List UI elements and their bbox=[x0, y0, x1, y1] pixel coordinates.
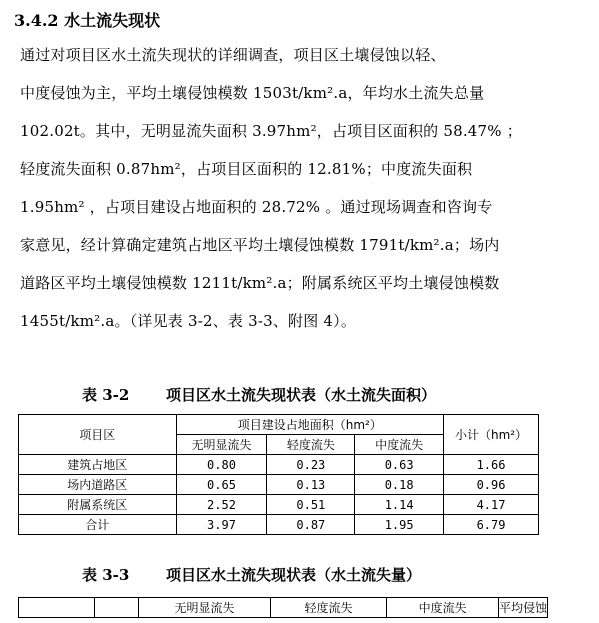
paragraph-line: 102.02t。其中，无明显流失面积 3.97hm²，占项目区面积的 58.47% ； bbox=[20, 122, 522, 140]
cell: 3.97 bbox=[176, 515, 267, 535]
table1-caption-number: 表 3-2 bbox=[82, 386, 130, 404]
row-name: 建筑占地区 bbox=[19, 455, 177, 475]
paragraph-line: 中度侵蚀为主，平均土壤侵蚀模数 1503t/km².a，年均水土流失总量 bbox=[20, 84, 485, 102]
sub-header: 轻度流失 bbox=[267, 435, 355, 455]
table-row bbox=[19, 495, 539, 515]
table-row bbox=[19, 475, 539, 495]
paragraph-line: 轻度流失面积 0.87hm²，占项目区面积的 12.81%；中度流失面积 bbox=[20, 160, 473, 178]
cell: 6.79 bbox=[444, 515, 539, 535]
paragraph-line: 家意见，经计算确定建筑占地区平均土壤侵蚀模数 1791t/km².a；场内 bbox=[20, 236, 500, 254]
sub-header: 中度流失 bbox=[387, 598, 499, 618]
table2-caption bbox=[0, 564, 599, 584]
table-row bbox=[19, 455, 539, 475]
cell: 0.65 bbox=[176, 475, 267, 495]
cell: 2.52 bbox=[176, 495, 267, 515]
table2-caption-title: 项目区水土流失现状表（水土流失量） bbox=[166, 566, 422, 584]
col-group-header: 项目建设占地面积（hm²） bbox=[176, 415, 444, 435]
table-3-2 bbox=[18, 414, 539, 535]
cell: 0.18 bbox=[355, 475, 444, 495]
empty-cell bbox=[19, 598, 95, 618]
sub-header: 中度流失 bbox=[355, 435, 444, 455]
paragraph-line: 1455t/km².a。（详见表 3-2、表 3-3、附图 4）。 bbox=[20, 312, 357, 330]
cell: 1.14 bbox=[355, 495, 444, 515]
col-header-total: 小计（hm²） bbox=[444, 415, 539, 455]
cell: 0.23 bbox=[267, 455, 355, 475]
table1-caption bbox=[0, 384, 599, 404]
empty-cell bbox=[94, 598, 139, 618]
cell: 0.87 bbox=[267, 515, 355, 535]
cell: 0.96 bbox=[444, 475, 539, 495]
cell: 1.66 bbox=[444, 455, 539, 475]
paragraph-line: 1.95hm² ，占项目建设占地面积的 28.72% 。通过现场调查和咨询专 bbox=[20, 198, 493, 216]
section-heading: 3.4.2 水土流失现状 bbox=[14, 11, 161, 30]
table2-caption-number: 表 3-3 bbox=[82, 566, 130, 584]
table-3-3 bbox=[18, 597, 548, 618]
cell: 0.51 bbox=[267, 495, 355, 515]
row-name: 场内道路区 bbox=[19, 475, 177, 495]
table-row-total bbox=[19, 515, 539, 535]
row-name: 附属系统区 bbox=[19, 495, 177, 515]
row-name: 合计 bbox=[19, 515, 177, 535]
sub-header: 无明显流失 bbox=[176, 435, 267, 455]
col-header-area: 项目区 bbox=[19, 415, 177, 455]
cell: 4.17 bbox=[444, 495, 539, 515]
paragraph-line: 道路区平均土壤侵蚀模数 1211t/km².a；附属系统区平均土壤侵蚀模数 bbox=[20, 274, 500, 292]
sub-header: 无明显流失 bbox=[139, 598, 271, 618]
cell: 1.95 bbox=[355, 515, 444, 535]
paragraph-line: 通过对项目区水土流失现状的详细调查，项目区土壤侵蚀以轻、 bbox=[20, 46, 446, 64]
sub-header: 轻度流失 bbox=[270, 598, 387, 618]
table1-caption-title: 项目区水土流失现状表（水土流失面积） bbox=[166, 386, 437, 404]
cell: 0.13 bbox=[267, 475, 355, 495]
cell: 0.80 bbox=[176, 455, 267, 475]
col-header-avg: 平均侵蚀 bbox=[498, 598, 547, 618]
cell: 0.63 bbox=[355, 455, 444, 475]
